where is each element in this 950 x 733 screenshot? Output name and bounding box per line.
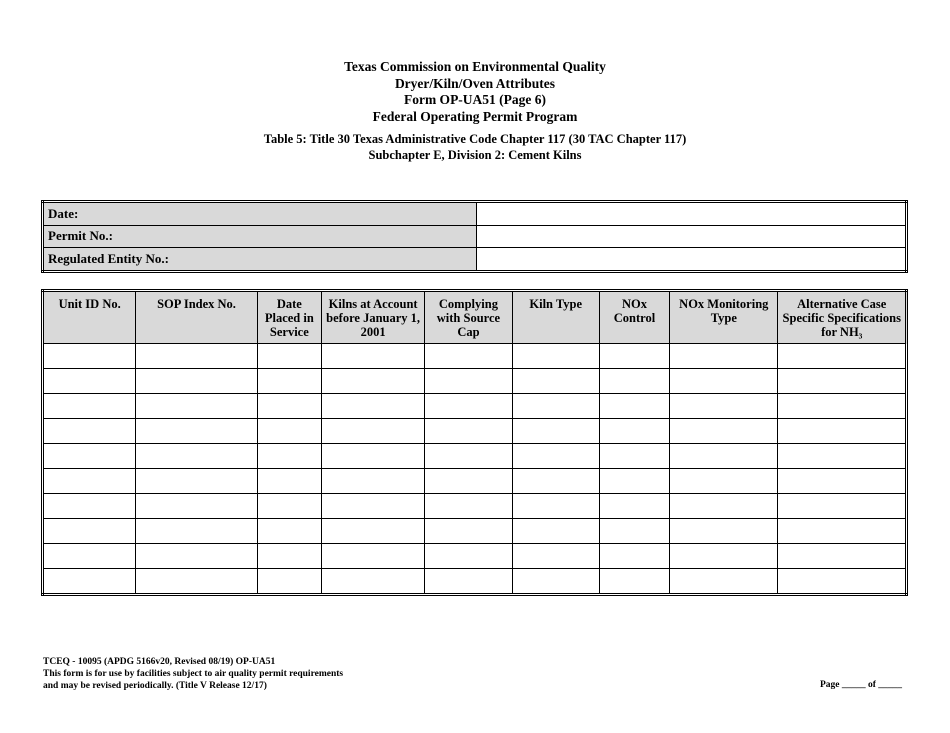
entry-cell[interactable] [599,394,669,419]
entry-cell[interactable] [599,369,669,394]
entry-cell[interactable] [257,419,321,444]
entry-cell[interactable] [425,569,512,595]
entry-cell[interactable] [425,369,512,394]
entry-cell[interactable] [43,569,136,595]
entry-cell[interactable] [321,469,424,494]
entry-cell[interactable] [778,544,907,569]
table-title: Table 5: Title 30 Texas Administrative Code Chapter 117 (30 TAC Chapter 117) [263,132,687,146]
entry-cell[interactable] [512,344,599,369]
date-row [43,202,907,226]
entry-cell[interactable] [425,544,512,569]
permit-label: Permit No.: [43,225,477,248]
form-title-block [0,59,950,125]
entry-cell[interactable] [425,519,512,544]
footer-usage-note: This form is for use by facilities subject to air quality permit requirements [43,669,344,679]
entry-cell[interactable] [425,444,512,469]
entity-field[interactable] [477,248,907,272]
entry-cell[interactable] [321,444,424,469]
entry-cell[interactable] [136,444,257,469]
permit-row [43,225,907,248]
entry-cell[interactable] [257,344,321,369]
entry-cell[interactable] [599,419,669,444]
entry-cell[interactable] [136,519,257,544]
table-row [43,494,907,519]
table-row [43,569,907,595]
entry-cell[interactable] [257,569,321,595]
entry-cell[interactable] [257,494,321,519]
entry-cell[interactable] [599,544,669,569]
table-row [43,519,907,544]
header-row [43,291,907,344]
footer-revision-note: and may be revised periodically. (Title V Release 12/17) [43,681,267,691]
entry-cell[interactable] [257,369,321,394]
entry-cell[interactable] [321,494,424,519]
entry-cell[interactable] [425,344,512,369]
date-label: Date: [43,202,477,226]
entry-cell[interactable] [778,444,907,469]
entry-cell[interactable] [599,344,669,369]
entry-cell[interactable] [599,444,669,469]
entry-cell[interactable] [778,469,907,494]
column-header: NOx Monitoring Type [670,291,778,344]
entry-cell[interactable] [425,394,512,419]
column-header: Unit ID No. [43,291,136,344]
entry-cell[interactable] [778,369,907,394]
table-heading [0,131,950,163]
entry-cell[interactable] [512,394,599,419]
permit-field[interactable] [477,225,907,248]
entry-cell[interactable] [43,494,136,519]
entry-cell[interactable] [321,569,424,595]
entry-cell[interactable] [43,369,136,394]
entry-cell[interactable] [136,569,257,595]
entry-cell[interactable] [599,469,669,494]
entry-cell[interactable] [425,469,512,494]
entry-cell[interactable] [136,394,257,419]
entry-cell[interactable] [43,394,136,419]
table-subtitle: Subchapter E, Division 2: Cement Kilns [368,148,582,162]
entry-cell[interactable] [43,344,136,369]
column-header: Kilns at Account before January 1, 2001 [321,291,424,344]
entry-cell[interactable] [43,419,136,444]
entry-cell[interactable] [512,519,599,544]
entity-label: Regulated Entity No.: [43,248,477,272]
identification-table [41,200,908,273]
entry-cell[interactable] [136,494,257,519]
entry-cell[interactable] [425,419,512,444]
entry-cell[interactable] [670,569,778,595]
date-field[interactable] [477,202,907,226]
entry-cell[interactable] [136,544,257,569]
entry-cell[interactable] [257,519,321,544]
entry-cell[interactable] [670,394,778,419]
table-row [43,419,907,444]
entity-row [43,248,907,272]
entry-cell[interactable] [670,544,778,569]
program-name: Federal Operating Permit Program [372,108,578,124]
footer-form-id: TCEQ - 10095 (APDG 5166v20, Revised 08/19) OP-UA51 [43,657,276,667]
page-number: Page _____ of _____ [819,680,902,690]
table-row [43,444,907,469]
entry-cell[interactable] [670,419,778,444]
column-header: SOP Index No. [136,291,257,344]
column-header: Complying with Source Cap [425,291,512,344]
entry-cell[interactable] [43,469,136,494]
entry-cell[interactable] [512,419,599,444]
entry-cell[interactable] [321,419,424,444]
entry-cell[interactable] [599,569,669,595]
entry-cell[interactable] [512,469,599,494]
entry-cell[interactable] [425,494,512,519]
entry-cell[interactable] [599,494,669,519]
entry-cell[interactable] [778,344,907,369]
entry-cell[interactable] [321,369,424,394]
entry-cell[interactable] [43,544,136,569]
table-row [43,394,907,419]
form-number: Form OP-UA51 (Page 6) [403,92,547,107]
entry-cell[interactable] [512,494,599,519]
entry-cell[interactable] [257,544,321,569]
kiln-attributes-table [41,289,908,596]
entry-cell[interactable] [599,519,669,544]
column-header: Date Placed in Service [257,291,321,344]
entry-cell[interactable] [136,369,257,394]
entry-cell[interactable] [136,344,257,369]
entry-cell[interactable] [512,369,599,394]
column-header: NOx Control [599,291,669,344]
entry-cell[interactable] [136,469,257,494]
entry-cell[interactable] [778,569,907,595]
entry-cell[interactable] [257,444,321,469]
table-row [43,469,907,494]
agency-title: Texas Commission on Environmental Quality [344,59,606,74]
entry-cell[interactable] [670,444,778,469]
entry-cell[interactable] [321,519,424,544]
entry-cell[interactable] [670,519,778,544]
table-row [43,344,907,369]
column-header: Kiln Type [512,291,599,344]
entry-cell[interactable] [512,444,599,469]
entry-cell[interactable] [512,569,599,595]
entry-cell[interactable] [136,419,257,444]
table-row [43,369,907,394]
entry-cell[interactable] [778,519,907,544]
table-row [43,544,907,569]
entry-cell[interactable] [778,494,907,519]
entry-cell[interactable] [670,369,778,394]
entry-cell[interactable] [670,469,778,494]
entry-cell[interactable] [512,544,599,569]
entry-cell[interactable] [321,394,424,419]
entry-cell[interactable] [670,494,778,519]
entry-cell[interactable] [43,444,136,469]
entry-cell[interactable] [670,344,778,369]
entry-cell[interactable] [257,394,321,419]
entry-cell[interactable] [257,469,321,494]
entry-cell[interactable] [43,519,136,544]
form-footer [43,656,343,692]
entry-cell[interactable] [321,544,424,569]
entry-cell[interactable] [778,419,907,444]
form-subject: Dryer/Kiln/Oven Attributes [394,75,556,91]
column-header: Alternative Case Specific Specifications for NH₃ [778,291,907,344]
entry-cell[interactable] [321,344,424,369]
entry-cell[interactable] [778,394,907,419]
